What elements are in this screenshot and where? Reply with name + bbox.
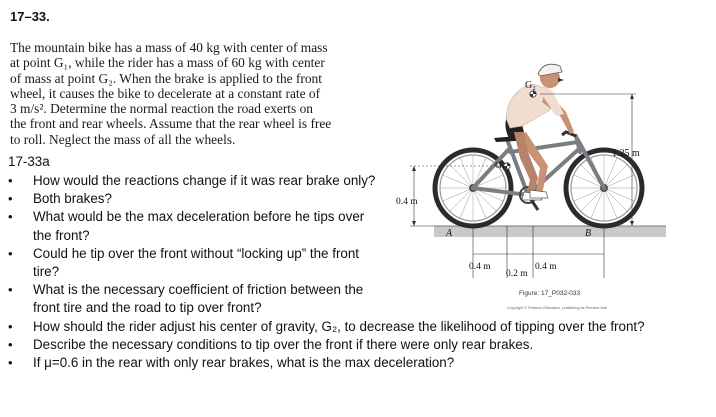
dim-left-arrow-top — [412, 166, 416, 171]
problem-line: to roll. Neglect the mass of all the wheels. — [10, 131, 236, 147]
question-item: • How should the rider adjust his center of gravity, G₂, to decrease the likelihood of tipping over the front? — [8, 318, 645, 336]
dim-g2-b-text: 0.4 m — [535, 262, 557, 272]
problem-line: of mass at point G₂. When the brake is applied to the front — [10, 70, 322, 86]
g2-label: G₂ — [525, 80, 536, 91]
problem-line: The mountain bike has a mass of 40 kg with center of mass — [10, 40, 328, 55]
dim-a-g1-text: 0.4 m — [469, 262, 491, 272]
figure-caption: Figure: 17_P032-033 — [519, 290, 581, 297]
question-item: • Could he tip over the front without “locking up” the front tire? — [8, 245, 378, 281]
question-item: • How would the reactions change if it was rear brake only? — [8, 172, 645, 190]
dim-left-text: 0.4 m — [396, 197, 418, 207]
point-a-label: A — [446, 228, 453, 239]
point-b-label: B — [585, 228, 592, 239]
dim-g1-g2-text: 0.2 m — [506, 269, 528, 279]
g1-label: G₁ — [495, 161, 506, 171]
problem-line: at point G₁, while the rider has a mass of 60 kg with center — [10, 55, 325, 71]
question-item: • If μ=0.6 in the rear with only rear brakes, what is the max deceleration? — [8, 354, 645, 372]
bike-figure — [390, 40, 716, 302]
problem-line: the front and rear wheels. Assume that the rear wheel is free — [10, 116, 332, 132]
dim-right-arrow-top — [630, 94, 634, 99]
handlebar — [562, 132, 576, 136]
question-item: • What is the necessary coefficient of friction between the front tire and the road to tip over front? — [8, 281, 378, 317]
question-item: • Both brakes? — [8, 190, 645, 208]
figure-copyright: Copyright © Pearson Education, publishing as Prentice Hall — [507, 306, 608, 310]
question-item: • Describe the necessary conditions to tip over the front if there were only rear brakes. — [8, 336, 645, 354]
dim-right-arrow-bottom — [630, 221, 634, 226]
dim-left-arrow-bottom — [412, 221, 416, 226]
problem-number: 17–33. — [10, 9, 50, 24]
questions-heading: 17-33a — [8, 154, 50, 169]
dim-right-text: 1.25 m — [612, 148, 640, 159]
problem-statement — [10, 40, 355, 147]
problem-line: wheel, it causes the bike to decelerate at a constant rate of — [10, 85, 321, 101]
g2-marker — [530, 91, 536, 97]
question-item: • What would be the max deceleration before he tips over the front? — [8, 208, 378, 244]
problem-line: 3 m/s². Determine the normal reaction the road exerts on — [10, 101, 313, 117]
